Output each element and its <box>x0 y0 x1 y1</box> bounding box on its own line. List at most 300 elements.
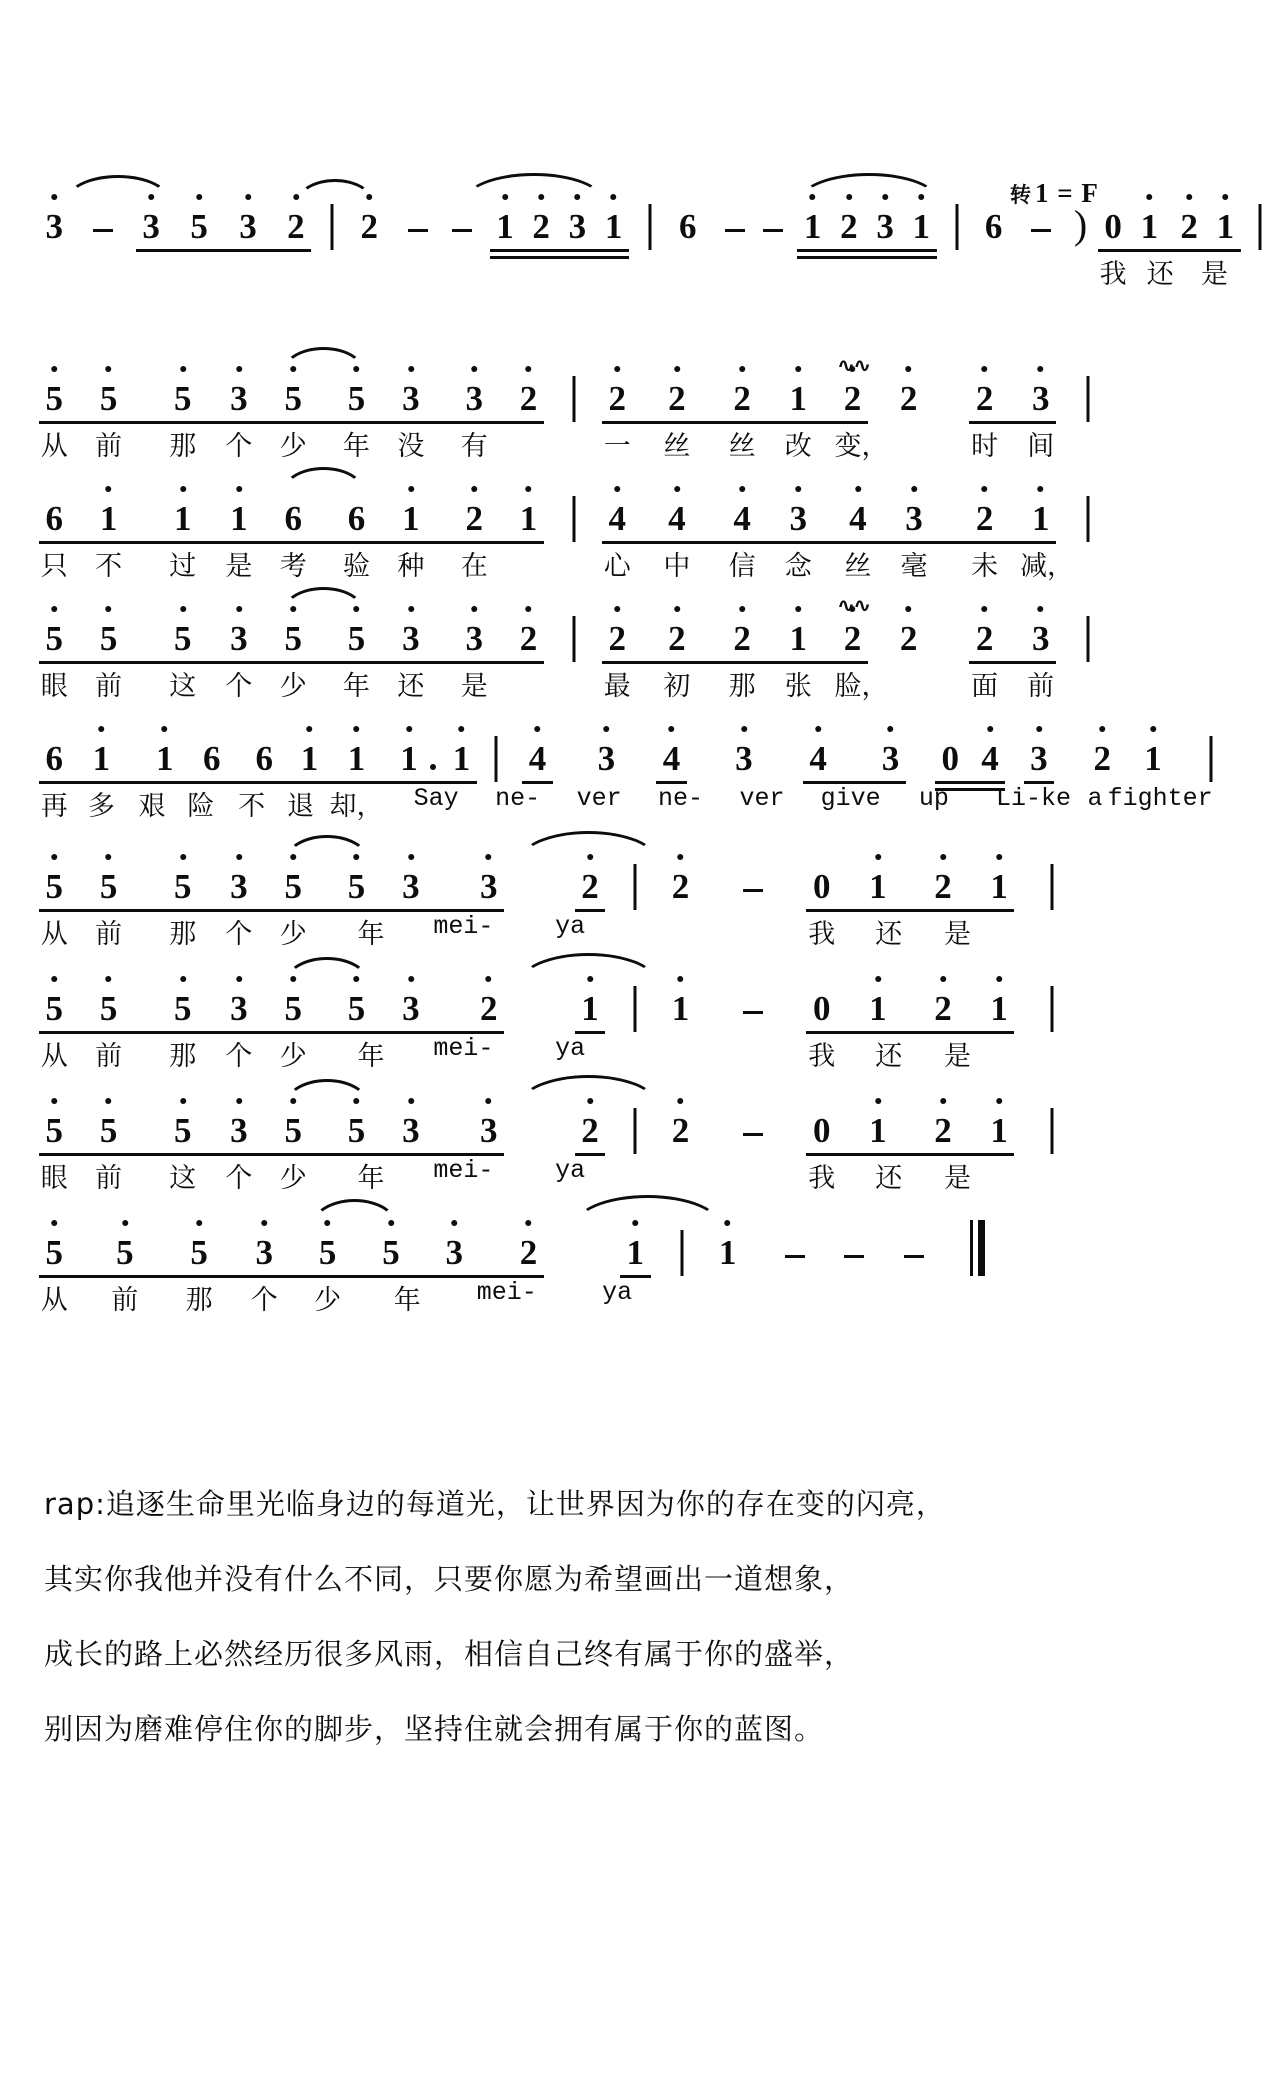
lyric-syllable: ne- <box>495 784 541 813</box>
note-numeral: 0 <box>812 1111 831 1150</box>
note-numeral: 2 <box>672 1113 690 1148</box>
note-numeral: 1 <box>990 1113 1008 1148</box>
note-numeral: 2 <box>733 621 751 656</box>
rap-section <box>44 1487 1224 1790</box>
note-numeral: 0 <box>812 867 831 906</box>
rap-line: 成长的路上必然经历很多风雨，相信自己终有属于你的盛举， <box>44 1637 855 1671</box>
lyric-syllable: 那 <box>169 431 197 462</box>
note-numeral: 5 <box>174 381 192 416</box>
note-numeral: 3 <box>230 621 248 656</box>
lyric-syllable: 那 <box>169 919 197 950</box>
lyric-syllable: ya <box>555 1156 586 1185</box>
octave-dot-icon <box>1099 726 1105 732</box>
rap-line: rap:追逐生命里光临身边的每道光，让世界因为你的存在变的闪亮， <box>44 1487 946 1521</box>
lyric-syllable: 初 <box>663 671 691 702</box>
note-numeral: 5 <box>116 1235 134 1270</box>
note-numeral: 5 <box>284 381 302 416</box>
note-numeral: 6 <box>679 207 697 246</box>
note-numeral: 5 <box>284 991 302 1026</box>
octave-dot-icon <box>486 976 492 982</box>
note-numeral: 6 <box>45 499 64 538</box>
octave-dot-icon <box>526 366 532 372</box>
note-numeral: 1 <box>496 209 514 244</box>
octave-dot-icon <box>911 486 917 492</box>
lyric-syllable: 不 <box>95 551 123 582</box>
note-numeral: 1 <box>869 869 887 904</box>
note-numeral: 2 <box>360 209 378 244</box>
bar-line <box>572 616 575 662</box>
lyric-syllable: 个 <box>225 919 253 950</box>
lyric-syllable: up <box>918 784 949 813</box>
note-numeral: 4 <box>668 501 686 536</box>
octave-dot-icon <box>1150 726 1156 732</box>
octave-dot-icon <box>408 486 414 492</box>
note-numeral: 3 <box>402 991 420 1026</box>
note-numeral: 3 <box>465 621 483 656</box>
sustain-dash <box>743 1011 763 1014</box>
sustain-dash <box>93 229 113 232</box>
note-numeral: 3 <box>735 741 753 776</box>
note-numeral: 6 <box>255 739 273 778</box>
slur-arc <box>798 173 940 202</box>
slur-arc <box>463 173 605 202</box>
note-numeral: 3 <box>569 209 587 244</box>
note-numeral: 1 <box>913 209 931 244</box>
octave-dot-icon <box>180 366 186 372</box>
lyric-syllable: 前 <box>95 1163 123 1194</box>
octave-dot-icon <box>875 976 881 982</box>
octave-dot-icon <box>1146 194 1152 200</box>
lyric-row <box>38 664 1242 710</box>
note-numeral: 4 <box>981 741 999 776</box>
note-numeral: 2 <box>668 621 686 656</box>
note-numeral: 5 <box>348 381 366 416</box>
bar-line <box>1086 616 1089 662</box>
octave-dot-icon <box>408 854 414 860</box>
note-numeral: 3 <box>882 741 900 776</box>
lyric-syllable: 眼 <box>40 1163 68 1194</box>
octave-dot-icon <box>471 606 477 612</box>
lyric-syllable: 间 <box>1027 431 1055 462</box>
lyric-syllable: 一 <box>603 431 631 462</box>
octave-dot-icon <box>236 486 242 492</box>
note-numeral: 3 <box>598 741 616 776</box>
note-numeral: 5 <box>284 1113 302 1148</box>
note-row <box>38 712 1242 790</box>
lyric-syllable: mei- <box>433 1034 494 1063</box>
octave-dot-icon <box>106 486 112 492</box>
lyric-syllable: 还 <box>875 1163 903 1194</box>
lyric-syllable: ver <box>739 784 785 813</box>
octave-dot-icon <box>875 1098 881 1104</box>
lyric-syllable: 是 <box>1201 259 1228 290</box>
octave-dot-icon <box>408 606 414 612</box>
note-numeral: 6 <box>984 207 1003 246</box>
lyric-syllable: 验 <box>343 551 371 582</box>
lyric-syllable: 艰 <box>138 791 166 822</box>
note-row <box>38 180 1242 258</box>
lyric-syllable: 在 <box>460 551 488 582</box>
note-numeral: 2 <box>844 621 862 656</box>
note-numeral: 5 <box>100 1113 118 1148</box>
sustain-dash <box>785 1255 805 1258</box>
sustain-dash <box>844 1255 864 1258</box>
note-numeral: 2 <box>934 1113 952 1148</box>
octave-dot-icon <box>996 976 1002 982</box>
note-numeral: 3 <box>1030 741 1048 776</box>
octave-dot-icon <box>122 1220 128 1226</box>
octave-dot-icon <box>406 726 412 732</box>
bar-line <box>572 376 575 422</box>
bar-line <box>634 986 637 1032</box>
sustain-dash <box>725 229 745 232</box>
octave-dot-icon <box>106 1098 112 1104</box>
note-numeral: 2 <box>480 991 498 1026</box>
note-numeral: 2 <box>733 381 751 416</box>
lyric-syllable: 再 <box>40 791 68 822</box>
note-numeral: 2 <box>672 869 690 904</box>
octave-dot-icon <box>459 726 465 732</box>
final-double-bar-line <box>970 1220 988 1276</box>
bar-line <box>331 204 334 250</box>
note-numeral: 5 <box>284 869 302 904</box>
octave-dot-icon <box>51 194 57 200</box>
note-numeral: 1 <box>869 991 887 1026</box>
lyric-syllable: 念 <box>784 551 812 582</box>
lyric-syllable: 张 <box>784 671 812 702</box>
note-numeral: 0 <box>812 989 831 1028</box>
octave-dot-icon <box>996 1098 1002 1104</box>
note-numeral: 1 <box>581 991 599 1026</box>
sustain-dash <box>763 229 783 232</box>
octave-dot-icon <box>106 854 112 860</box>
octave-dot-icon <box>982 366 988 372</box>
octave-dot-icon <box>725 1220 731 1226</box>
slur-arc <box>297 179 374 202</box>
lyric-syllable: 是 <box>460 671 488 702</box>
note-numeral: 5 <box>174 1113 192 1148</box>
lyric-syllable: ver <box>576 784 622 813</box>
note-numeral: 5 <box>100 381 118 416</box>
note-numeral: 5 <box>348 991 366 1026</box>
lyric-syllable: 少 <box>279 1041 307 1072</box>
octave-dot-icon <box>1186 194 1192 200</box>
octave-dot-icon <box>940 1098 946 1104</box>
octave-dot-icon <box>471 366 477 372</box>
lyric-row <box>38 784 1242 830</box>
note-numeral: 3 <box>446 1235 464 1270</box>
sustain-dash <box>408 229 428 232</box>
octave-dot-icon <box>98 726 104 732</box>
octave-dot-icon <box>471 486 477 492</box>
note-numeral: 2 <box>934 991 952 1026</box>
note-numeral: 3 <box>142 209 160 244</box>
lyric-syllable: 这 <box>169 1163 197 1194</box>
note-numeral: 3 <box>480 869 498 904</box>
lyric-syllable: 是 <box>943 1041 971 1072</box>
note-numeral: 5 <box>46 1235 64 1270</box>
note-numeral: 2 <box>900 621 918 656</box>
note-numeral: 5 <box>46 991 64 1026</box>
note-numeral: 5 <box>348 1113 366 1148</box>
note-numeral: 5 <box>46 381 64 416</box>
slur-arc <box>65 175 171 202</box>
lyric-syllable: ya <box>602 1278 633 1307</box>
octave-dot-icon <box>486 1098 492 1104</box>
octave-dot-icon <box>162 726 168 732</box>
octave-dot-icon <box>106 606 112 612</box>
lyric-syllable: 前 <box>1027 671 1055 702</box>
note-numeral: 2 <box>976 381 994 416</box>
lyric-syllable: 心 <box>603 551 631 582</box>
note-numeral: 2 <box>608 381 626 416</box>
note-numeral: 2 <box>520 1235 538 1270</box>
octave-dot-icon <box>678 976 684 982</box>
bar-line <box>634 1108 637 1154</box>
octave-dot-icon <box>739 606 745 612</box>
bar-line <box>494 736 497 782</box>
lyric-row <box>38 912 1242 958</box>
lyric-syllable: 从 <box>40 1285 68 1316</box>
sustain-dash <box>743 889 763 892</box>
lyric-syllable: 信 <box>728 551 756 582</box>
note-numeral: 2 <box>520 381 538 416</box>
lyric-syllable: fighter <box>1107 784 1213 813</box>
lyric-syllable: give <box>820 784 881 813</box>
lyric-syllable: 减， <box>1020 551 1075 582</box>
note-numeral: 6 <box>203 739 221 778</box>
lyric-syllable: 多 <box>87 791 115 822</box>
note-numeral: 2 <box>840 209 858 244</box>
lyric-syllable: 年 <box>357 1163 385 1194</box>
lyric-syllable: 个 <box>225 1163 253 1194</box>
octave-dot-icon <box>603 726 609 732</box>
octave-dot-icon <box>535 726 541 732</box>
bar-line <box>1050 864 1053 910</box>
lyric-syllable: 过 <box>169 551 197 582</box>
sustain-dash <box>904 1255 924 1258</box>
augmentation-dot-icon <box>430 764 436 770</box>
lyric-syllable: 面 <box>971 671 999 702</box>
note-numeral: 1 <box>1032 501 1050 536</box>
note-numeral: 5 <box>174 869 192 904</box>
lyric-syllable: 从 <box>40 431 68 462</box>
octave-dot-icon <box>982 486 988 492</box>
tremolo-ornament-icon: ∿∿ <box>836 593 869 617</box>
lyric-syllable: 还 <box>397 671 425 702</box>
note-numeral: 1 <box>719 1235 737 1270</box>
bar-line <box>634 864 637 910</box>
lyric-syllable: 少 <box>279 1163 307 1194</box>
octave-dot-icon <box>196 194 202 200</box>
note-numeral: 3 <box>789 501 807 536</box>
lyric-syllable: 却， <box>329 791 384 822</box>
repeat-paren: ) <box>1073 202 1088 247</box>
lyric-syllable: 考 <box>279 551 307 582</box>
lyric-syllable: 有 <box>460 431 488 462</box>
note-numeral: 4 <box>608 501 626 536</box>
bar-line <box>1209 736 1212 782</box>
note-row <box>38 352 1242 430</box>
note-numeral: 2 <box>581 869 599 904</box>
lyric-syllable: 是 <box>943 919 971 950</box>
note-numeral: 1 <box>672 991 690 1026</box>
lyric-syllable: 从 <box>40 919 68 950</box>
note-numeral: 5 <box>174 991 192 1026</box>
key-change-zh: 转 <box>1010 183 1032 207</box>
note-numeral: 1 <box>93 741 111 776</box>
lyric-syllable: 个 <box>225 1041 253 1072</box>
lyric-syllable: 那 <box>185 1285 213 1316</box>
lyric-syllable: 我 <box>808 1163 836 1194</box>
note-row <box>38 840 1242 918</box>
octave-dot-icon <box>1036 726 1042 732</box>
lyric-syllable: 年 <box>357 919 385 950</box>
octave-dot-icon <box>180 1098 186 1104</box>
lyric-syllable: ne- <box>658 784 704 813</box>
lyric-syllable: 我 <box>1099 259 1127 290</box>
note-numeral: 1 <box>230 501 248 536</box>
slur-arc <box>284 835 370 862</box>
note-numeral: 1 <box>627 1235 645 1270</box>
note-numeral: 4 <box>849 501 867 536</box>
octave-dot-icon <box>526 1220 532 1226</box>
lyric-syllable: 是 <box>225 551 253 582</box>
lyric-syllable: 年 <box>357 1041 385 1072</box>
note-numeral: 3 <box>876 209 894 244</box>
lyric-syllable: 毫 <box>900 551 928 582</box>
octave-dot-icon <box>408 366 414 372</box>
octave-dot-icon <box>982 606 988 612</box>
lyric-syllable: 没 <box>397 431 425 462</box>
note-numeral: 1 <box>1141 209 1159 244</box>
lyric-syllable: 这 <box>169 671 197 702</box>
lyric-syllable: 前 <box>95 671 123 702</box>
note-numeral: 1 <box>100 501 118 536</box>
octave-dot-icon <box>739 486 745 492</box>
octave-dot-icon <box>674 366 680 372</box>
note-numeral: 3 <box>402 621 420 656</box>
note-numeral: 2 <box>900 381 918 416</box>
slur-arc <box>284 957 370 984</box>
lyric-syllable: Say <box>413 784 459 813</box>
lyric-syllable: 改 <box>784 431 812 462</box>
lyric-syllable: 我 <box>808 1041 836 1072</box>
note-numeral: 5 <box>284 621 302 656</box>
octave-dot-icon <box>51 854 57 860</box>
note-row <box>38 1206 1242 1284</box>
lyric-syllable: 种 <box>397 551 425 582</box>
lyric-syllable: 个 <box>225 431 253 462</box>
octave-dot-icon <box>1038 606 1044 612</box>
bar-line <box>572 496 575 542</box>
lyric-syllable: 脸， <box>834 671 889 702</box>
lyric-syllable: 眼 <box>40 671 68 702</box>
octave-dot-icon <box>614 606 620 612</box>
note-row <box>38 962 1242 1040</box>
bar-line <box>1086 496 1089 542</box>
note-numeral: 1 <box>1144 741 1162 776</box>
octave-dot-icon <box>236 976 242 982</box>
note-numeral: 2 <box>608 621 626 656</box>
octave-dot-icon <box>51 1220 57 1226</box>
octave-dot-icon <box>180 854 186 860</box>
lyric-syllable: 个 <box>250 1285 278 1316</box>
note-numeral: 1 <box>402 501 420 536</box>
note-numeral: 1 <box>869 1113 887 1148</box>
note-numeral: 3 <box>1032 381 1050 416</box>
octave-dot-icon <box>486 854 492 860</box>
note-numeral: 1 <box>1217 209 1235 244</box>
octave-dot-icon <box>408 976 414 982</box>
staff-system <box>0 180 1272 330</box>
slur-arc <box>284 1079 370 1106</box>
octave-dot-icon <box>614 486 620 492</box>
note-numeral: 1 <box>605 209 623 244</box>
sustain-dash <box>743 1133 763 1136</box>
octave-dot-icon <box>815 726 821 732</box>
bar-line <box>956 204 959 250</box>
note-numeral: 2 <box>1094 741 1112 776</box>
lyric-syllable: ya <box>555 912 586 941</box>
octave-dot-icon <box>739 366 745 372</box>
lyric-syllable: 未 <box>971 551 999 582</box>
lyric-syllable: 个 <box>225 671 253 702</box>
lyric-syllable: 丝 <box>663 431 691 462</box>
slur-arc <box>281 467 367 494</box>
note-numeral: 1 <box>789 381 807 416</box>
sustain-dash <box>1031 229 1051 232</box>
note-numeral: 3 <box>402 869 420 904</box>
note-numeral: 1 <box>990 991 1008 1026</box>
note-numeral: 3 <box>230 869 248 904</box>
octave-dot-icon <box>106 366 112 372</box>
octave-dot-icon <box>196 1220 202 1226</box>
note-numeral: 2 <box>581 1113 599 1148</box>
octave-dot-icon <box>180 976 186 982</box>
octave-dot-icon <box>236 366 242 372</box>
octave-dot-icon <box>678 1098 684 1104</box>
octave-dot-icon <box>996 854 1002 860</box>
note-numeral: 3 <box>230 381 248 416</box>
octave-dot-icon <box>875 854 881 860</box>
note-numeral: 3 <box>46 209 64 244</box>
note-numeral: 3 <box>230 991 248 1026</box>
octave-dot-icon <box>795 486 801 492</box>
note-numeral: 3 <box>402 1113 420 1148</box>
bar-line <box>1258 204 1261 250</box>
octave-dot-icon <box>106 976 112 982</box>
lyric-syllable: a <box>1087 784 1103 813</box>
note-numeral: 3 <box>256 1235 274 1270</box>
lyric-row <box>38 1034 1242 1080</box>
lyric-syllable: 前 <box>95 431 123 462</box>
lyric-syllable: 年 <box>393 1285 421 1316</box>
slur-arc <box>281 347 367 374</box>
lyric-row <box>38 252 1242 298</box>
note-numeral: 3 <box>905 501 923 536</box>
octave-dot-icon <box>236 1098 242 1104</box>
octave-dot-icon <box>180 606 186 612</box>
lyric-syllable: 少 <box>314 1285 342 1316</box>
lyric-syllable: 变， <box>834 431 889 462</box>
lyric-syllable: 退 <box>286 791 314 822</box>
bar-line <box>1050 1108 1053 1154</box>
octave-dot-icon <box>180 486 186 492</box>
note-numeral: 1 <box>453 741 471 776</box>
note-numeral: 5 <box>46 869 64 904</box>
note-numeral: 6 <box>45 739 64 778</box>
